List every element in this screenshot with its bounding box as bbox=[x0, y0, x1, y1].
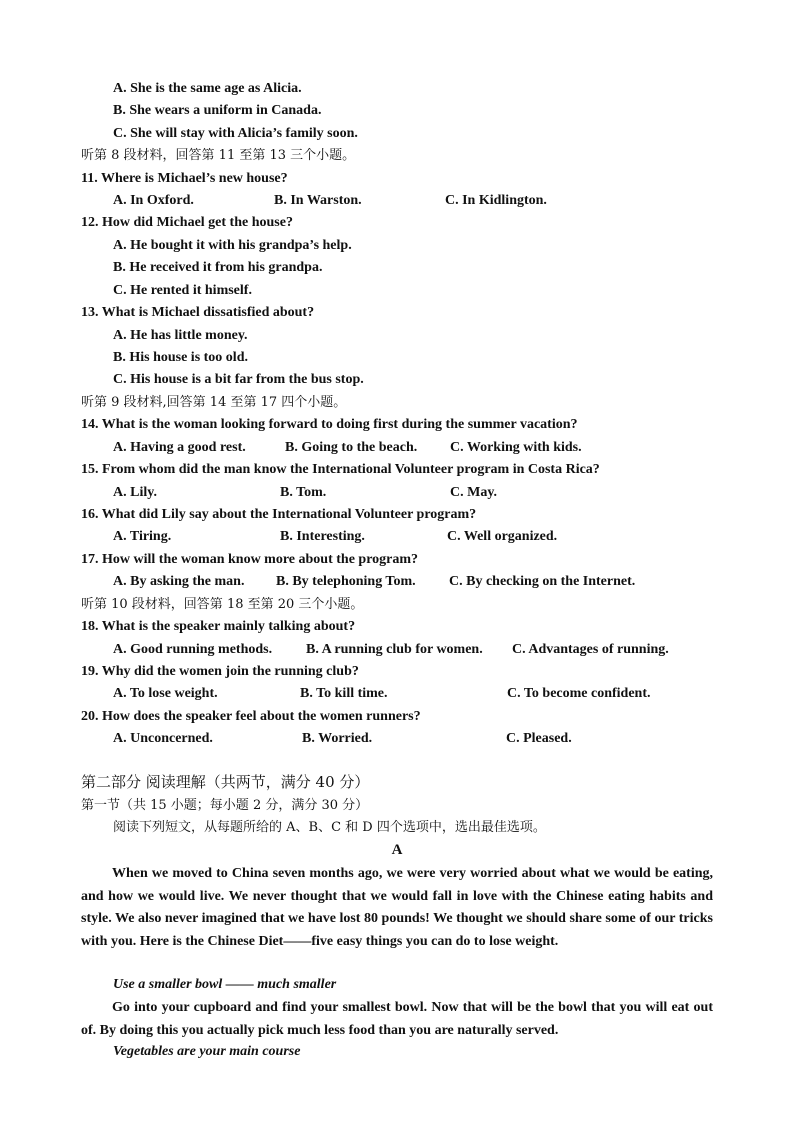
question-18: 18. What is the speaker mainly talking about? bbox=[81, 619, 356, 634]
part-2-heading: 第二部分 阅读理解（共两节，满分 40 分） bbox=[81, 773, 370, 791]
q20-option-b: B. Worried. bbox=[302, 731, 373, 746]
question-20: 20. How does the speaker feel about the women runners? bbox=[81, 709, 421, 724]
passage-subheading-2: Vegetables are your main course bbox=[113, 1044, 301, 1059]
passage-paragraph-1: When we moved to China seven months ago, we were very worried about what we would be eating, and how we would live. We never thought that we would fall in love with the Chinese eating habits and style. We also never imagined that we have lost 80 pounds! We thought we should share some of our tricks with you. Here is the Chinese Diet——five easy things you can do to lose weight. bbox=[81, 866, 713, 949]
q20-option-c: C. Pleased. bbox=[506, 731, 572, 746]
q14-option-c: C. Working with kids. bbox=[450, 440, 582, 455]
question-13: 13. What is Michael dissatisfied about? bbox=[81, 305, 315, 320]
section-header-8: 听第 8 段材料，回答第 11 至第 13 三个小题。 bbox=[81, 148, 356, 163]
q17-option-c: C. By checking on the Internet. bbox=[449, 574, 636, 589]
q17-option-a: A. By asking the man. bbox=[113, 574, 245, 589]
q15-option-c: C. May. bbox=[450, 485, 498, 500]
option-a: A. She is the same age as Alicia. bbox=[113, 81, 302, 96]
q17-option-b: B. By telephoning Tom. bbox=[276, 574, 416, 589]
q19-option-a: A. To lose weight. bbox=[113, 686, 218, 701]
q19-option-b: B. To kill time. bbox=[300, 686, 388, 701]
q12-option-b: B. He received it from his grandpa. bbox=[113, 260, 323, 275]
q11-option-a: A. In Oxford. bbox=[113, 193, 194, 208]
q20-option-a: A. Unconcerned. bbox=[113, 731, 213, 746]
passage-paragraph-2: Go into your cupboard and find your smallest bowl. Now that will be the bowl that you will eat out of. By doing this you actually pick much less food than you are naturally served. bbox=[81, 1000, 713, 1038]
q16-option-c: C. Well organized. bbox=[447, 529, 558, 544]
question-14: 14. What is the woman looking forward to doing first during the summer vacation? bbox=[81, 417, 578, 432]
reading-instruction: 阅读下列短文，从每题所给的 A、B、C 和 D 四个选项中，选出最佳选项。 bbox=[113, 820, 546, 835]
q18-option-c: C. Advantages of running. bbox=[512, 642, 669, 657]
q13-option-a: A. He has little money. bbox=[113, 328, 248, 343]
q15-option-b: B. Tom. bbox=[280, 485, 327, 500]
q11-option-c: C. In Kidlington. bbox=[445, 193, 547, 208]
passage-subheading-1: Use a smaller bowl —— much smaller bbox=[113, 977, 337, 992]
option-b: B. She wears a uniform in Canada. bbox=[113, 103, 322, 118]
option-c: C. She will stay with Alicia’s family soon. bbox=[113, 126, 358, 141]
q18-option-a: A. Good running methods. bbox=[113, 642, 273, 657]
section-header-9: 听第 9 段材料,回答第 14 至第 17 四个小题。 bbox=[81, 395, 347, 410]
q14-option-b: B. Going to the beach. bbox=[285, 440, 418, 455]
question-16: 16. What did Lily say about the International Volunteer program? bbox=[81, 507, 477, 522]
q16-option-b: B. Interesting. bbox=[280, 529, 365, 544]
q12-option-c: C. He rented it himself. bbox=[113, 283, 252, 298]
q13-option-b: B. His house is too old. bbox=[113, 350, 248, 365]
question-12: 12. How did Michael get the house? bbox=[81, 215, 293, 230]
q15-option-a: A. Lily. bbox=[113, 485, 157, 500]
q19-option-c: C. To become confident. bbox=[507, 686, 651, 701]
question-15: 15. From whom did the man know the International Volunteer program in Costa Rica? bbox=[81, 462, 600, 477]
passage-label: A bbox=[391, 842, 403, 858]
question-19: 19. Why did the women join the running club? bbox=[81, 664, 359, 679]
question-11: 11. Where is Michael’s new house? bbox=[81, 171, 288, 186]
q13-option-c: C. His house is a bit far from the bus stop. bbox=[113, 372, 364, 387]
section-1-heading: 第一节（共 15 小题；每小题 2 分，满分 30 分） bbox=[81, 798, 369, 813]
section-header-10: 听第 10 段材料，回答第 18 至第 20 三个小题。 bbox=[81, 597, 364, 612]
question-17: 17. How will the woman know more about the program? bbox=[81, 552, 419, 567]
q16-option-a: A. Tiring. bbox=[113, 529, 172, 544]
q18-option-b: B. A running club for women. bbox=[306, 642, 483, 657]
q14-option-a: A. Having a good rest. bbox=[113, 440, 246, 455]
q12-option-a: A. He bought it with his grandpa’s help. bbox=[113, 238, 352, 253]
q11-option-b: B. In Warston. bbox=[274, 193, 362, 208]
